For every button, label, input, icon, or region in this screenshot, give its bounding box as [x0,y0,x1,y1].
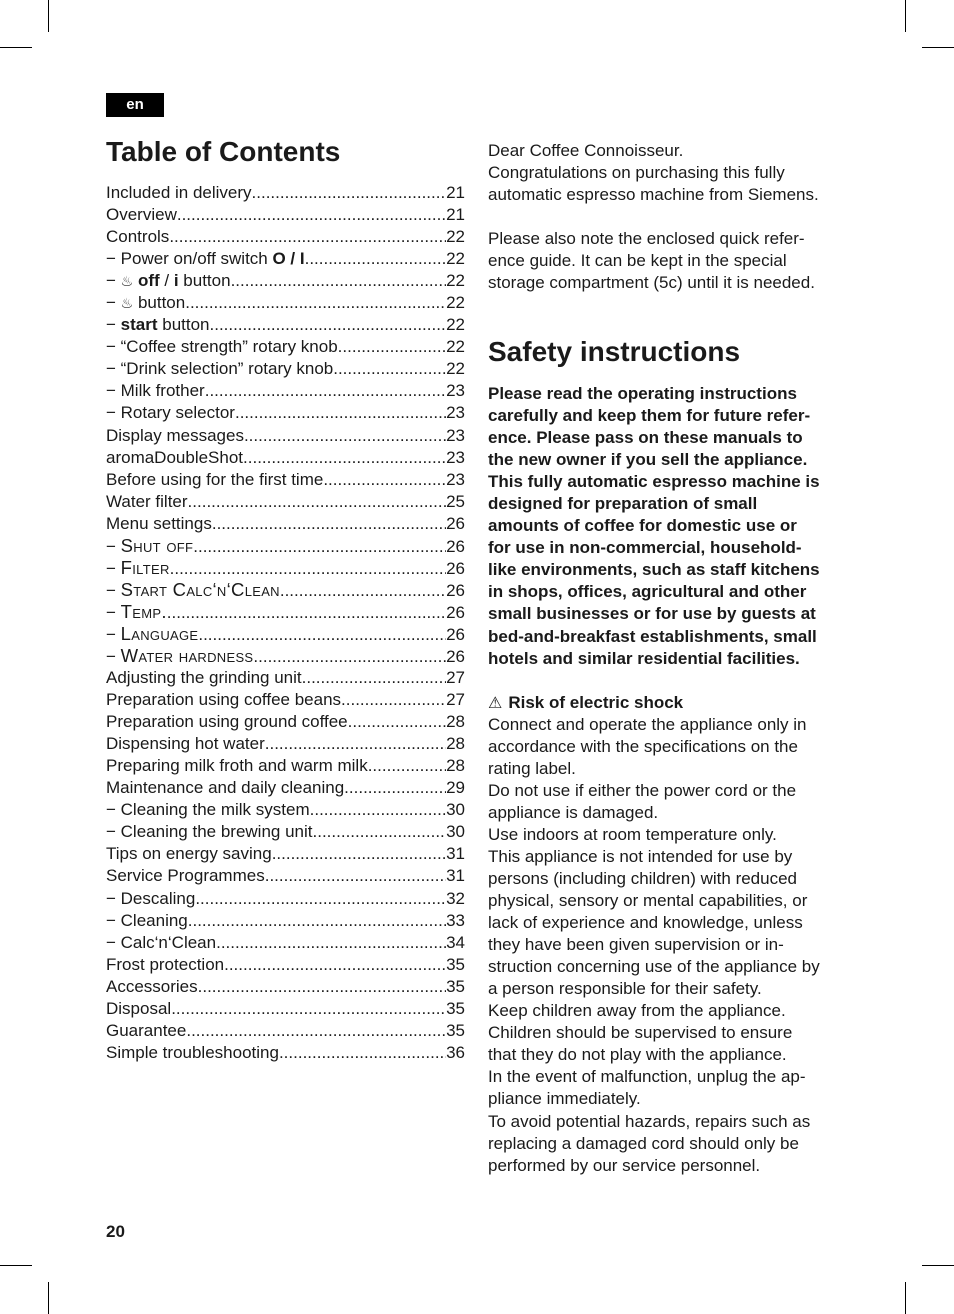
toc-entry-label [106,976,198,998]
toc-entry-label [106,733,265,755]
safety-line: that they do not play with the appliance. [488,1045,787,1065]
toc-page-number: 26 [446,624,465,644]
toc-page-number: 22 [446,227,465,247]
toc-entry [106,799,465,821]
toc-entry [106,998,465,1020]
toc-leader-dots [368,755,446,777]
toc-entry-label [106,777,344,799]
toc-entry-text: Water filter [106,491,188,511]
safety-intro-line: carefully and keep them for future refer- [488,406,811,426]
toc-entry-text: Included in delivery [106,183,252,202]
toc-entry-text: button [157,315,210,335]
toc-entry-text: − [106,624,121,644]
safety-line: rating label. [488,758,576,778]
toc-leader-dots [177,204,446,226]
toc-page-number: 23 [446,447,465,467]
safety-line: physical, sensory or mental capabilities, or [488,891,808,911]
toc-list [106,182,465,1064]
safety-intro-line: bed-and-breakfast establishments, small [488,626,817,646]
toc-entry [106,865,465,887]
toc-leader-dots [265,733,446,755]
toc-leader-dots [302,667,446,689]
toc-leader-dots [198,976,446,998]
toc-page-number: 22 [446,315,465,335]
toc-page-number: 27 [446,668,465,688]
toc-leader-dots [188,910,446,932]
toc-entry-text: − Descaling [106,888,196,908]
warning-triangle-icon: ⚠ [488,692,503,712]
toc-entry-menu-name: Start Calc‘n‘Clean [120,578,280,600]
safety-line: Do not use if either the power cord or the [488,780,797,800]
crop-mark [48,1282,49,1314]
steam-icon: ♨ [120,296,134,313]
toc-entry-label [106,535,193,558]
table-of-contents [106,132,465,1064]
toc-entry [106,402,465,424]
toc-leader-dots [195,888,446,910]
toc-entry-label [106,557,170,580]
toc-entry-menu-name: Filter [120,556,170,578]
toc-page-number: 26 [446,580,465,600]
toc-page-number: 22 [446,359,465,379]
toc-entry-label [106,998,171,1020]
toc-entry-text: Guarantee. [106,1020,192,1040]
toc-entry-label [106,821,317,843]
toc-entry [106,447,465,469]
toc-entry-text: Controls [106,227,170,247]
toc-entry [106,380,465,402]
toc-page-number: 23 [446,425,465,445]
toc-entry-bold: start [120,315,158,335]
toc-entry [106,270,465,292]
safety-line: replacing a damaged cord should only be [488,1133,799,1153]
toc-page-number: 25 [446,491,465,511]
toc-entry-label [106,226,169,248]
crop-mark [0,1265,32,1266]
toc-entry-text: − Cleaning the brewing unit. [106,822,318,842]
toc-leader-dots [169,226,446,248]
toc-page-number: 26 [446,536,465,556]
toc-page-number: 35 [446,954,465,974]
toc-page-number: 32 [446,888,465,908]
safety-instructions [488,383,850,1177]
toc-leader-dots [333,358,446,380]
toc-entry [106,513,465,535]
crop-mark [905,1282,906,1314]
toc-page-number: 22 [446,337,465,357]
toc-entry-bold: off [133,271,160,291]
safety-line: they have been given supervision or in- [488,935,784,955]
toc-page-number: 28 [446,756,465,776]
intro-line: Please also note the enclosed quick refer- [488,229,805,248]
toc-page-number: 23 [446,469,465,489]
info-icon: i [173,271,179,291]
toc-entry-label [106,843,272,865]
toc-page-number: 26 [446,602,465,622]
toc-leader-dots [328,469,446,491]
safety-intro-line: designed for preparation of small [488,494,758,514]
toc-entry-label [106,425,244,447]
toc-entry-text: − Cleaning the milk system [106,800,310,820]
safety-line: a person responsible for their safety. [488,979,762,999]
toc-entry-text: button [133,293,186,313]
toc-leader-dots [280,580,446,602]
toc-page-number: 31 [446,866,465,886]
safety-intro-line: hotels and similar residential facilities. [488,648,800,668]
toc-leader-dots [216,932,446,954]
toc-entry [106,579,465,601]
toc-entry [106,292,465,314]
safety-body [488,714,850,1177]
toc-entry-text: − [106,580,121,600]
toc-leader-dots [341,689,446,711]
toc-leader-dots [212,513,446,535]
crop-mark [48,0,49,32]
toc-page-number: 26 [446,558,465,578]
toc-entry [106,248,465,270]
toc-entry [106,821,465,843]
toc-leader-dots [231,270,447,292]
safety-intro-line: in shops, offices, agricultural and other [488,582,807,602]
toc-entry-label [106,182,252,204]
safety-line: Children should be supervised to ensure [488,1023,793,1043]
toc-entry-label [106,799,310,821]
toc-page-number: 26 [446,513,465,533]
crop-mark [922,1265,954,1266]
toc-entry-text: − [106,646,121,666]
safety-line: appliance is damaged. [488,802,659,822]
toc-entry-text: Disposal [106,998,172,1018]
toc-leader-dots [338,336,446,358]
toc-leader-dots [191,1020,446,1042]
page-number: 20 [106,1222,125,1241]
toc-entry-label [106,358,333,380]
toc-entry-label [106,888,195,910]
toc-leader-dots [265,865,446,887]
safety-line: performed by our service personnel. [488,1155,761,1175]
intro-line: storage compartment (5c) until it is needed. [488,273,815,292]
crop-mark [922,47,954,48]
toc-leader-dots [185,292,446,314]
toc-entry-label [106,380,205,402]
toc-entry-text: Preparing milk froth and warm milk [106,756,368,776]
toc-entry [106,557,465,579]
toc-entry [106,358,465,380]
toc-entry-label [106,314,210,336]
toc-page-number: 27 [446,690,465,710]
intro-text [488,140,850,294]
toc-entry-text: Menu settings [106,513,212,533]
toc-entry-text: Adjusting the grinding unit [106,668,302,688]
toc-leader-dots [198,624,446,646]
safety-intro [488,383,850,670]
toc-entry-text: − Power on/off switch [106,249,273,269]
toc-entry-label [106,910,188,932]
toc-entry-label [106,623,198,646]
toc-page-number: 23 [446,403,465,423]
toc-entry-text: Service Programmes [106,866,265,886]
toc-entry-text: − “Coffee strength” rotary knob [106,337,338,357]
toc-entry-text: Maintenance and daily cleaning [106,778,345,798]
toc-leader-dots [248,447,446,469]
toc-entry [106,645,465,667]
toc-entry-label [106,469,328,491]
toc-leader-dots [170,558,446,580]
toc-leader-dots [229,954,446,976]
toc-leader-dots [279,1042,446,1064]
toc-entry-text: Before using for the first time. [106,469,329,489]
safety-intro-line: the new owner if you sell the appliance. [488,450,808,470]
safety-line: Keep children away from the appliance. [488,1001,786,1021]
toc-entry [106,1020,465,1042]
toc-entry-text: − Milk frother [106,381,205,401]
toc-entry-menu-name: Water hardness [120,644,254,666]
toc-entry-text: − Rotary selector [106,403,235,423]
warning-heading-text: Risk of electric shock [508,692,684,712]
toc-page-number: 29 [446,778,465,798]
toc-entry [106,733,465,755]
toc-page-number: 28 [446,712,465,732]
toc-page-number: 30 [446,822,465,842]
toc-entry [106,204,465,226]
safety-line: pliance immediately. [488,1089,641,1109]
crop-mark [0,47,32,48]
toc-entry-label [106,689,341,711]
steam-icon: ♨ [120,274,134,291]
toc-entry [106,535,465,557]
toc-leader-dots [171,998,446,1020]
toc-entry-label [106,601,167,624]
toc-page-number: 21 [446,205,465,225]
safety-intro-line: small businesses or for use by guests at [488,604,816,624]
toc-leader-dots [193,536,446,558]
safety-line: Connect and operate the appliance only in [488,714,807,734]
toc-entry-menu-name: Shut off [120,534,194,556]
toc-entry-text: Simple troubleshooting [106,1042,279,1062]
toc-entry-label [106,579,280,602]
toc-entry-text: Tips on energy saving [106,844,272,864]
toc-leader-dots [244,425,446,447]
crop-mark [905,0,906,32]
toc-page-number: 35 [446,998,465,1018]
toc-entry [106,336,465,358]
toc-page-number: 30 [446,800,465,820]
warning-heading [488,692,850,714]
toc-entry [106,954,465,976]
toc-entry-label [106,270,231,293]
toc-leader-dots [317,821,446,843]
toc-entry [106,910,465,932]
toc-entry [106,888,465,910]
safety-line: accordance with the specifications on the [488,736,798,756]
safety-intro-line: Please read the operating instructions [488,384,797,403]
toc-page-number: 31 [446,844,465,864]
toc-page-number: 26 [446,646,465,666]
toc-entry-text: − “Drink selection” rotary knob [106,359,334,379]
safety-intro-line: like environments, such as staff kitchens [488,560,820,580]
safety-title: Safety instructions [488,336,741,367]
toc-entry-menu-name: Language [120,622,199,644]
toc-entry [106,932,465,954]
safety-intro-line: This fully automatic espresso machine is [488,472,820,492]
toc-entry-label [106,667,302,689]
toc-page-number: 34 [446,932,465,952]
toc-entry [106,469,465,491]
toc-entry [106,491,465,513]
safety-line: This appliance is not intended for use by [488,846,793,866]
toc-leader-dots [167,602,446,624]
toc-entry-text: Preparation using ground coffee [106,712,348,732]
toc-entry-text: − Cleaning [106,910,188,930]
toc-page-number: 33 [446,910,465,930]
toc-leader-dots [210,314,447,336]
toc-entry-text: Preparation using coffee beans [106,690,342,710]
toc-leader-dots [252,182,447,204]
toc-page-number: 28 [446,734,465,754]
toc-leader-dots [348,711,446,733]
toc-entry [106,601,465,623]
safety-line: To avoid potential hazards, repairs such as [488,1111,811,1131]
toc-leader-dots [272,843,446,865]
toc-entry-text: − Calc‘n‘Clean [106,932,217,952]
toc-entry-text: − [106,293,121,313]
safety-line: In the event of malfunction, unplug the ap- [488,1067,806,1087]
toc-entry-label [106,447,248,469]
intro-line: Dear Coffee Connoisseur. [488,141,684,160]
toc-leader-dots [310,799,446,821]
toc-entry-label [106,1020,191,1042]
toc-leader-dots [305,248,446,270]
safety-line: lack of experience and knowledge, unless [488,913,803,933]
toc-entry-text: − [106,271,121,291]
toc-entry-text: Dispensing hot water [106,734,265,754]
safety-line: struction concerning use of the appliance by [488,957,820,977]
toc-entry [106,226,465,248]
toc-entry [106,623,465,645]
toc-entry-text: Accessories [106,976,198,996]
toc-entry [106,314,465,336]
toc-page-number: 21 [446,183,465,202]
toc-leader-dots [188,491,447,513]
toc-leader-dots [205,380,446,402]
toc-entry-label [106,932,216,954]
safety-line: Use indoors at room temperature only. [488,824,777,844]
toc-entry-label [106,336,338,358]
toc-entry-label [106,645,253,668]
safety-intro-line: for use in non-commercial, household- [488,538,802,558]
toc-page-number: 23 [446,381,465,401]
toc-page-number: 35 [446,976,465,996]
toc-entry [106,843,465,865]
toc-page-number: 22 [446,293,465,313]
intro-line: automatic espresso machine from Siemens. [488,185,819,204]
toc-entry [106,976,465,998]
language-tab: en [106,93,164,117]
toc-entry-label [106,711,348,733]
toc-entry [106,689,465,711]
toc-leader-dots [253,646,446,668]
toc-entry-text: − [106,558,121,578]
safety-intro-line: ence. Please pass on these manuals to [488,428,803,448]
toc-entry [106,755,465,777]
toc-entry-label [106,954,229,976]
toc-entry-label [106,204,177,226]
toc-entry-label [106,402,235,424]
toc-leader-dots [235,402,446,424]
toc-entry [106,425,465,447]
toc-entry-text: button [178,271,231,291]
toc-entry-text: Frost protection. [106,954,229,974]
toc-entry-text: − [106,536,121,556]
toc-entry-text: aromaDoubleShot. [106,447,248,467]
toc-entry [106,711,465,733]
toc-entry-text: − [106,602,121,622]
toc-entry-text: Overview [106,205,177,225]
toc-leader-dots [344,777,446,799]
intro-line: Congratulations on purchasing this fully [488,163,785,182]
safety-line: persons (including children) with reduced [488,868,797,888]
toc-entry-label [106,865,265,887]
toc-entry-text: Display messages [106,425,244,445]
toc-entry-separator: / [159,271,174,291]
toc-entry-label [106,292,185,315]
toc-entry [106,667,465,689]
safety-intro-line: amounts of coffee for domestic use or [488,516,797,536]
toc-page-number: 22 [446,271,465,291]
toc-entry-label [106,755,368,777]
toc-entry-menu-name: Temp. [120,600,167,622]
toc-entry-label [106,513,212,535]
toc-entry-label [106,248,305,270]
toc-entry-label [106,491,188,513]
toc-title: Table of Contents [106,136,341,167]
toc-page-number: 36 [446,1042,465,1062]
toc-entry [106,182,465,204]
toc-page-number: 22 [446,249,465,269]
toc-entry [106,777,465,799]
toc-entry [106,1042,465,1064]
toc-entry-bold: O / I [272,249,305,269]
toc-entry-label [106,1042,279,1064]
toc-entry-text: − [106,315,121,335]
intro-line: ence guide. It can be kept in the special [488,251,787,270]
toc-page-number: 35 [446,1020,465,1040]
